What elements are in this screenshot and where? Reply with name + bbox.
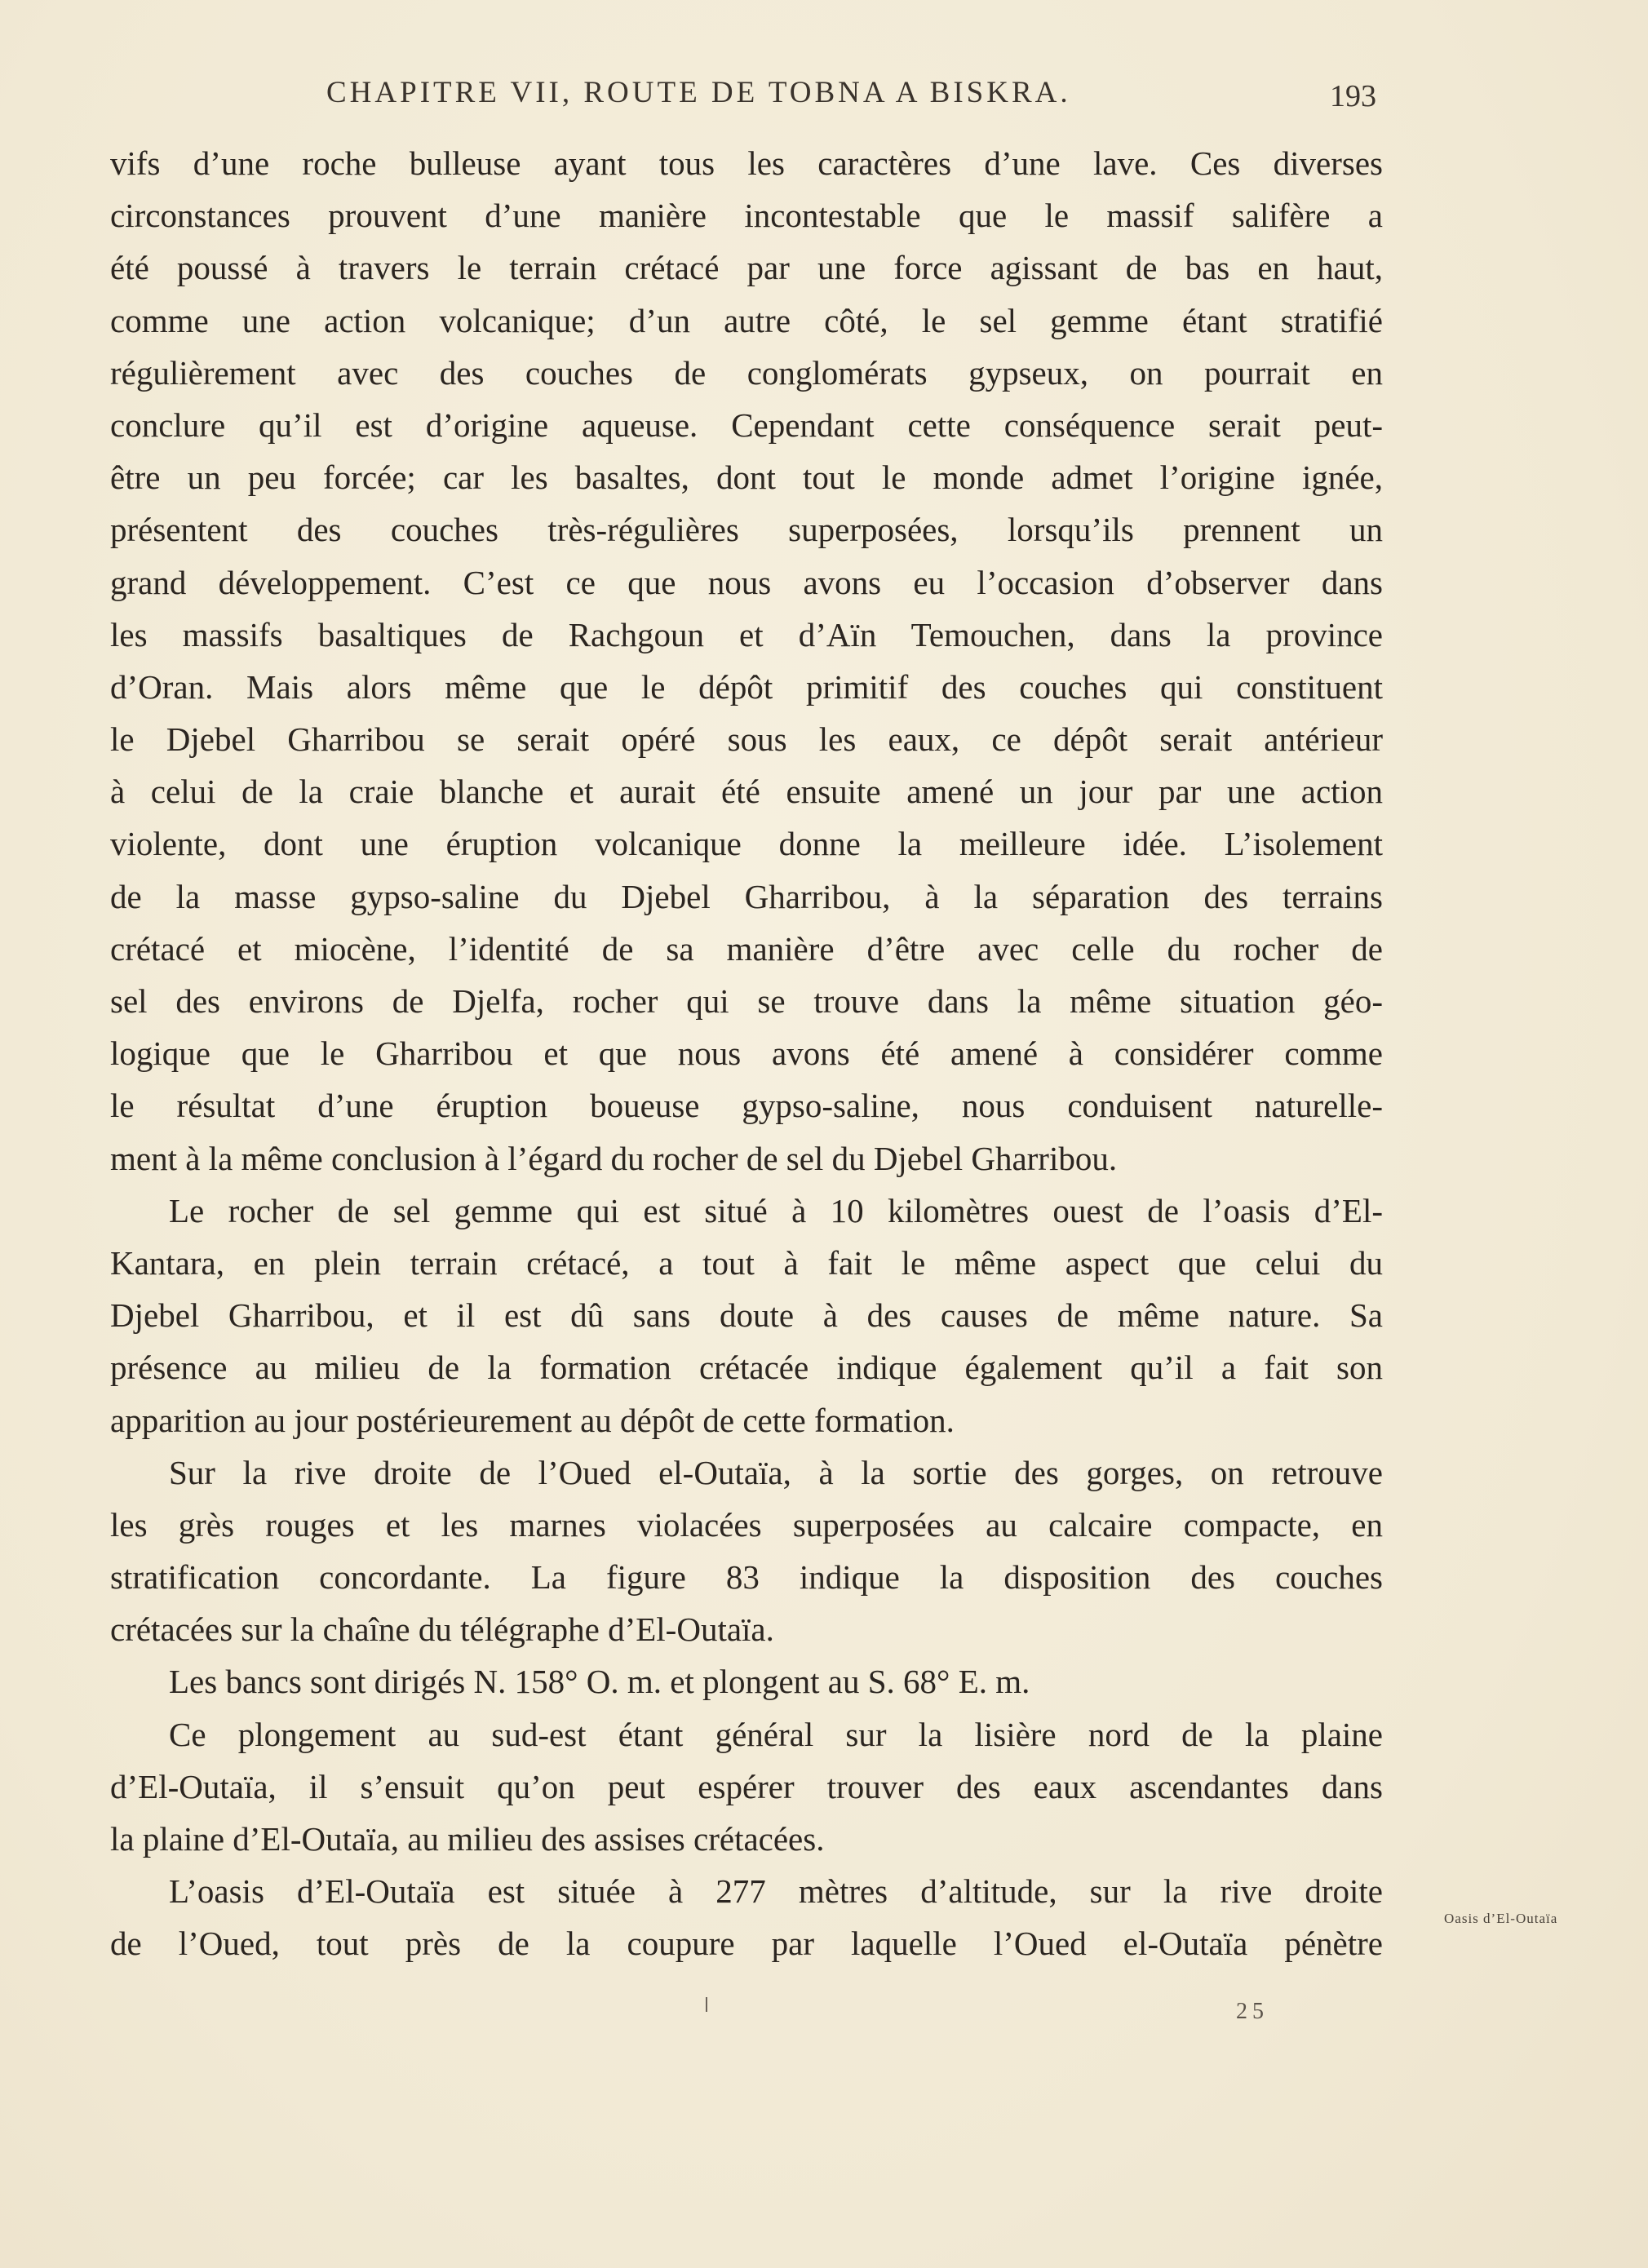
text-line: d’Oran. Mais alors même que le dépôt primitif des couches qui constituent xyxy=(110,667,1383,706)
text-line: L’oasis d’El-Outaïa est située à 277 mètres d’altitude, sur la rive droite xyxy=(169,1872,1383,1911)
text-line: sel des environs de Djelfa, rocher qui se trouve dans la même situation géo- xyxy=(110,982,1383,1020)
text-line: les massifs basaltiques de Rachgoun et d’Aïn Temouchen, dans la province xyxy=(110,615,1383,653)
text-line: apparition au jour postérieurement au dépôt de cette formation. xyxy=(110,1401,955,1439)
text-line: régulièrement avec des couches de conglomérats gypseux, on pourrait en xyxy=(110,353,1383,392)
text-line: stratification concordante. La figure 83 indique la disposition des couches xyxy=(110,1558,1383,1597)
text-line: logique que le Gharribou et que nous avons été amené à considérer comme xyxy=(110,1034,1383,1073)
text-line: de la masse gypso-saline du Djebel Gharribou, à la séparation des terrains xyxy=(110,877,1383,915)
text-line: Kantara, en plein terrain crétacé, a tout à fait le même aspect que celui du xyxy=(110,1243,1383,1282)
text-line: Les bancs sont dirigés N. 158° O. m. et plongent au S. 68° E. m. xyxy=(169,1663,1030,1701)
text-line: grand développement. C’est ce que nous avons eu l’occasion d’observer dans xyxy=(110,563,1383,601)
text-line: d’El-Outaïa, il s’ensuit qu’on peut espérer trouver des eaux ascendantes dans xyxy=(110,1767,1383,1805)
body-text xyxy=(110,137,1383,1970)
text-line: vifs d’une roche bulleuse ayant tous les caractères d’une lave. Ces diverses xyxy=(110,144,1383,182)
text-line: les grès rouges et les marnes violacées superposées au calcaire compacte, en xyxy=(110,1505,1383,1544)
printer-mark xyxy=(706,1997,707,2012)
text-line: à celui de la craie blanche et aurait été ensuite amené un jour par une action xyxy=(110,773,1383,811)
text-line: présentent des couches très-régulières superposées, lorsqu’ils prennent un xyxy=(110,511,1383,549)
text-line: conclure qu’il est d’origine aqueuse. Cependant cette conséquence serait peut- xyxy=(110,405,1383,444)
marginal-note: Oasis d’El-Outaïa xyxy=(1444,1911,1558,1926)
signature-mark: 25 xyxy=(1236,1999,1269,2024)
text-line: le résultat d’une éruption boueuse gypso-saline, nous conduisent naturelle- xyxy=(110,1087,1383,1125)
text-line: le Djebel Gharribou se serait opéré sous les eaux, ce dépôt serait antérieur xyxy=(110,720,1383,759)
running-head: CHAPITRE VII, ROUTE DE TOBNA A BISKRA. xyxy=(326,76,1071,109)
text-line: comme une action volcanique; d’un autre côté, le sel gemme étant stratifié xyxy=(110,301,1383,339)
text-line: été poussé à travers le terrain crétacé par une force agissant de bas en haut, xyxy=(110,249,1383,287)
text-line: violente, dont une éruption volcanique donne la meilleure idée. L’isolement xyxy=(110,825,1383,863)
text-line: présence au milieu de la formation crétacée indique également qu’il a fait son xyxy=(110,1349,1383,1387)
text-line: crétacé et miocène, l’identité de sa manière d’être avec celle du rocher de xyxy=(110,929,1383,968)
text-line: être un peu forcée; car les basaltes, dont tout le monde admet l’origine ignée, xyxy=(110,458,1383,497)
text-line: ment à la même conclusion à l’égard du rocher de sel du Djebel Gharribou. xyxy=(110,1139,1118,1177)
text-line: circonstances prouvent d’une manière incontestable que le massif salifère a xyxy=(110,197,1383,235)
text-line: Sur la rive droite de l’Oued el-Outaïa, à la sortie des gorges, on retrouve xyxy=(169,1453,1383,1491)
text-line: de l’Oued, tout près de la coupure par laquelle l’Oued el-Outaïa pénètre xyxy=(110,1925,1383,1963)
text-line: Ce plongement au sud-est étant général sur la lisière nord de la plaine xyxy=(169,1715,1383,1753)
text-line: Djebel Gharribou, et il est dû sans doute à des causes de même nature. Sa xyxy=(110,1296,1383,1335)
text-line: crétacées sur la chaîne du télégraphe d’El-Outaïa. xyxy=(110,1610,774,1649)
text-line: la plaine d’El-Outaïa, au milieu des assises crétacées. xyxy=(110,1820,825,1858)
text-line: Le rocher de sel gemme qui est situé à 10 kilomètres ouest de l’oasis d’El- xyxy=(169,1191,1383,1229)
page-number: 193 xyxy=(1330,79,1376,113)
